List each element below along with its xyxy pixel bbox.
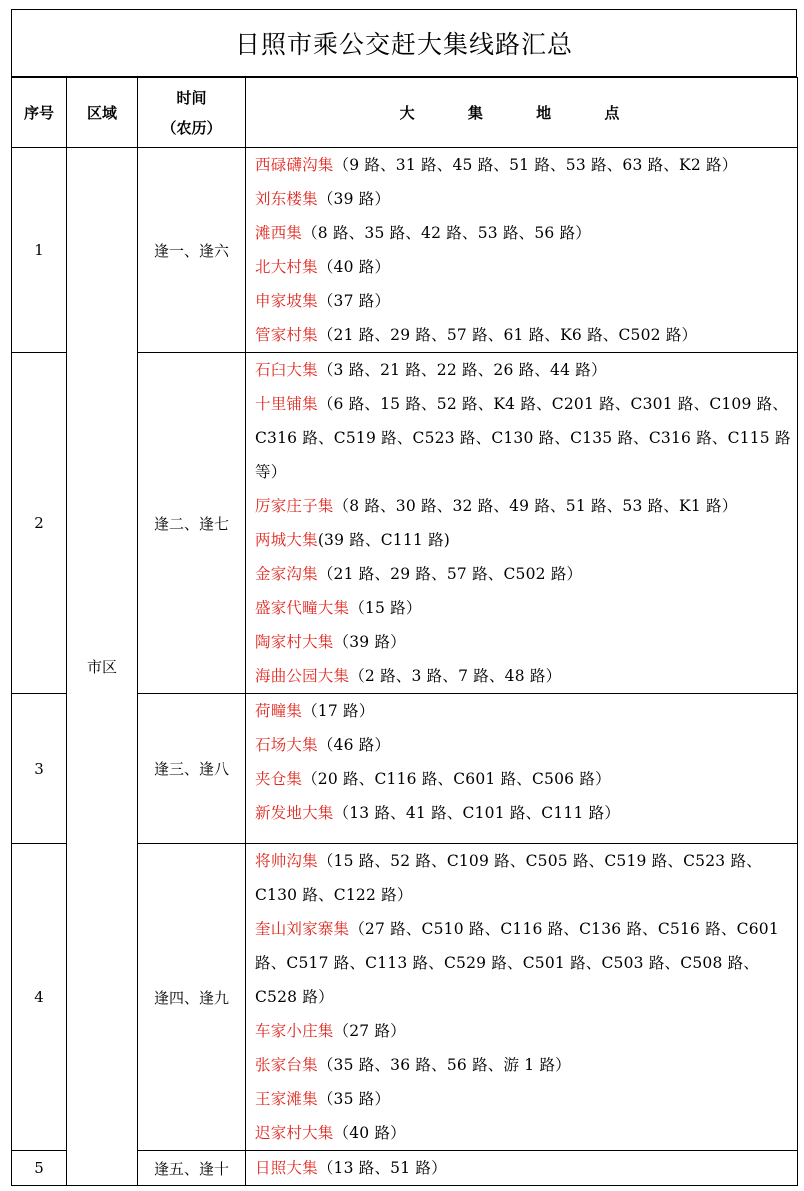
list-item — [255, 148, 791, 182]
list-item — [255, 387, 791, 489]
market-name: 日照大集 — [255, 1159, 318, 1177]
market-name: 车家小庄集 — [255, 1022, 334, 1040]
market-routes: （8 路、30 路、32 路、49 路、51 路、53 路、K1 路） — [333, 497, 738, 515]
market-name: 夹仓集 — [255, 770, 303, 788]
row-places — [246, 1151, 798, 1186]
list-item — [255, 625, 791, 659]
market-name: 两城大集 — [255, 531, 318, 549]
row-index: 2 — [12, 353, 67, 694]
market-name: 陶家村大集 — [255, 633, 334, 651]
list-item — [255, 1048, 791, 1082]
market-routes: （21 路、29 路、57 路、61 路、K6 路、C502 路） — [317, 326, 698, 344]
page-title: 日照市乘公交赶大集线路汇总 — [11, 9, 797, 77]
header-index: 序号 — [12, 78, 67, 148]
market-routes: （27 路） — [333, 1022, 406, 1040]
market-name: 石臼大集 — [255, 361, 318, 379]
list-item — [255, 1151, 791, 1185]
row-time: 逢三、逢八 — [138, 694, 246, 844]
market-routes: （13 路、41 路、C101 路、C111 路） — [333, 804, 621, 822]
list-item — [255, 591, 791, 625]
row-index: 3 — [12, 694, 67, 844]
header-region: 区域 — [67, 78, 138, 148]
list-item — [255, 1014, 791, 1048]
market-routes: （3 路、21 路、22 路、26 路、44 路） — [317, 361, 607, 379]
header-row — [12, 78, 798, 148]
row-time: 逢五、逢十 — [138, 1151, 246, 1186]
market-name: 厉家庄子集 — [255, 497, 334, 515]
market-routes: （39 路） — [333, 633, 406, 651]
market-name: 申家坡集 — [255, 292, 318, 310]
list-item — [255, 1082, 791, 1116]
market-name: 西碌礴沟集 — [255, 156, 334, 174]
region-cell — [67, 148, 138, 1186]
market-routes: （13 路、51 路） — [317, 1159, 447, 1177]
list-item — [255, 284, 791, 318]
market-routes: （21 路、29 路、57 路、C502 路） — [317, 565, 583, 583]
header-places-label: 大 集 地 点 — [399, 104, 644, 122]
row-places — [246, 148, 798, 353]
list-item — [255, 1116, 791, 1150]
header-time-line2: （农历） — [161, 118, 222, 137]
header-places — [246, 78, 798, 148]
market-name: 荷疃集 — [255, 702, 303, 720]
market-route-table — [11, 77, 798, 1186]
market-routes: （35 路、36 路、56 路、游 1 路） — [317, 1056, 571, 1074]
list-item — [255, 694, 791, 728]
market-name: 将帅沟集 — [255, 852, 318, 870]
row-index: 4 — [12, 844, 67, 1151]
market-routes: （39 路） — [317, 190, 391, 208]
row-places — [246, 844, 798, 1151]
market-routes: （17 路） — [302, 702, 375, 720]
list-item — [255, 912, 791, 1014]
market-name: 奎山刘家寨集 — [255, 920, 350, 938]
market-routes: （46 路） — [317, 736, 391, 754]
market-routes: （40 路） — [333, 1124, 406, 1142]
list-item — [255, 659, 791, 693]
market-routes: （40 路） — [317, 258, 391, 276]
list-item — [255, 557, 791, 591]
market-name: 海曲公园大集 — [255, 667, 350, 685]
market-name: 滩西集 — [255, 224, 303, 242]
row-index: 1 — [12, 148, 67, 353]
row-time: 逢四、逢九 — [138, 844, 246, 1151]
list-item — [255, 844, 791, 912]
list-item — [255, 318, 791, 352]
market-name: 盛家代疃大集 — [255, 599, 350, 617]
row-time: 逢一、逢六 — [138, 148, 246, 353]
list-item — [255, 353, 791, 387]
market-name: 管家村集 — [255, 326, 318, 344]
market-routes: （9 路、31 路、45 路、51 路、53 路、63 路、K2 路） — [333, 156, 738, 174]
market-routes: （37 路） — [317, 292, 391, 310]
market-name: 刘东楼集 — [255, 190, 318, 208]
market-name: 石场大集 — [255, 736, 318, 754]
market-routes: （15 路） — [349, 599, 422, 617]
list-item — [255, 216, 791, 250]
row-time: 逢二、逢七 — [138, 353, 246, 694]
market-name: 十里铺集 — [255, 395, 318, 413]
market-name: 王家滩集 — [255, 1090, 318, 1108]
header-time — [138, 78, 246, 148]
market-routes: （27 路、C510 路、C116 路、C136 路、C516 路、C601 路、C517 路、C113 路、C529 路、C501 路、C503 路、C508 路、C528 路） — [255, 920, 779, 1006]
market-name: 新发地大集 — [255, 804, 334, 822]
region-label: 市区 — [86, 658, 117, 676]
market-name: 迟家村大集 — [255, 1124, 334, 1142]
list-item — [255, 489, 791, 523]
list-item — [255, 796, 791, 830]
market-routes: （6 路、15 路、52 路、K4 路、C201 路、C301 路、C109 路、C316 路、C519 路、C523 路、C130 路、C135 路、C316 路、C115 路等） — [255, 395, 791, 481]
row-places — [246, 353, 798, 694]
market-name: 张家台集 — [255, 1056, 318, 1074]
list-item — [255, 182, 791, 216]
market-name: 金家沟集 — [255, 565, 318, 583]
list-item — [255, 728, 791, 762]
row-index: 5 — [12, 1151, 67, 1186]
header-time-line1: 时间 — [176, 88, 207, 107]
table-row — [12, 148, 798, 353]
list-item — [255, 250, 791, 284]
market-routes: （2 路、3 路、7 路、48 路） — [349, 667, 562, 685]
market-routes: （35 路） — [317, 1090, 391, 1108]
row-places — [246, 694, 798, 844]
market-routes: （15 路、52 路、C109 路、C505 路、C519 路、C523 路、C130 路、C122 路） — [255, 852, 762, 904]
market-routes: （20 路、C116 路、C601 路、C506 路） — [302, 770, 611, 788]
market-routes: (39 路、C111 路) — [317, 531, 451, 549]
list-item — [255, 523, 791, 557]
market-name: 北大村集 — [255, 258, 318, 276]
market-routes: （8 路、35 路、42 路、53 路、56 路） — [302, 224, 591, 242]
list-item — [255, 762, 791, 796]
